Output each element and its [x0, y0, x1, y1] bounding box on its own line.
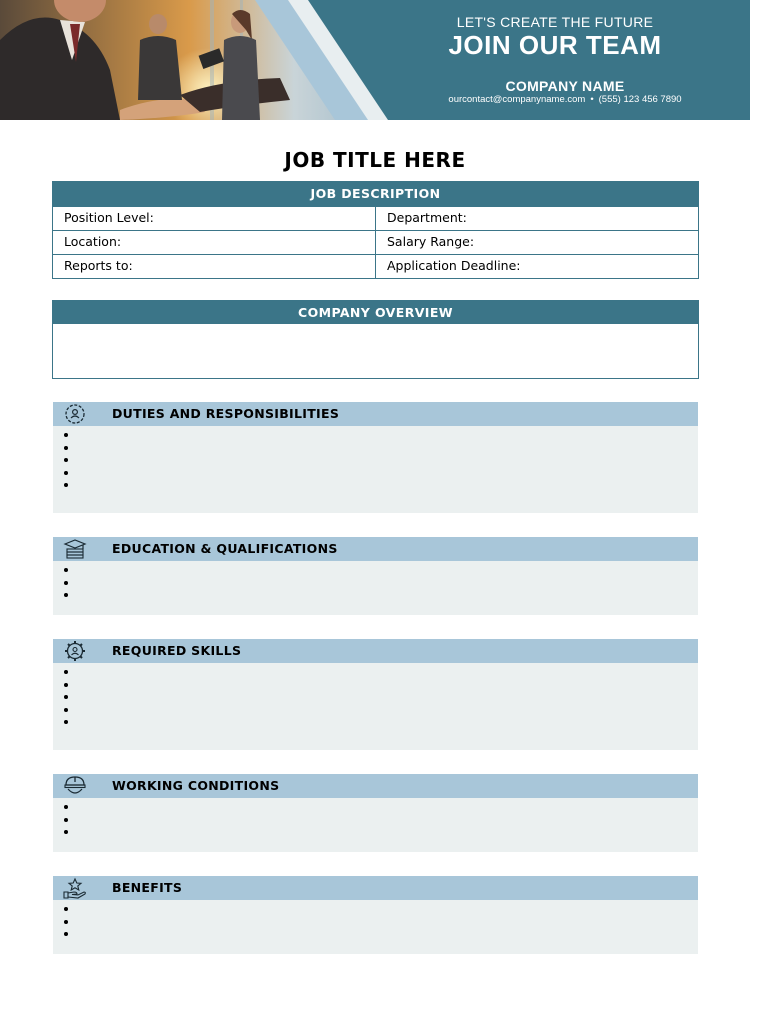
table-row	[53, 206, 698, 230]
hard-hat-icon	[63, 775, 87, 797]
position-level-cell[interactable]: Position Level:	[64, 210, 154, 225]
list-item[interactable]	[53, 564, 698, 577]
section-title: DUTIES AND RESPONSIBILITIES	[112, 406, 340, 421]
application-deadline-cell[interactable]: Application Deadline:	[375, 255, 698, 278]
bullet-list[interactable]	[53, 663, 698, 729]
salary-range-cell[interactable]: Salary Range:	[375, 231, 698, 254]
contact-phone: (555) 123 456 7890	[598, 94, 682, 105]
list-item[interactable]	[53, 928, 698, 941]
job-title: JOB TITLE HERE	[284, 148, 466, 172]
job-description-table	[52, 181, 699, 279]
section-title: EDUCATION & QUALIFICATIONS	[112, 541, 338, 556]
gear-person-icon	[63, 640, 87, 662]
list-item[interactable]	[53, 801, 698, 814]
bullet-list[interactable]	[53, 561, 698, 602]
section-header	[53, 639, 698, 663]
list-item[interactable]	[53, 589, 698, 602]
section-title: BENEFITS	[112, 880, 183, 895]
table-row	[53, 254, 698, 278]
reports-to-cell[interactable]: Reports to:	[64, 258, 133, 273]
list-item[interactable]	[53, 716, 698, 729]
section-title: WORKING CONDITIONS	[112, 778, 280, 793]
department-cell[interactable]: Department:	[375, 207, 698, 230]
list-item[interactable]	[53, 577, 698, 590]
list-item[interactable]	[53, 679, 698, 692]
list-item[interactable]	[53, 903, 698, 916]
list-item[interactable]	[53, 916, 698, 929]
header-banner	[0, 0, 750, 120]
graduation-books-icon	[63, 538, 87, 560]
person-gear-icon	[63, 403, 87, 425]
contact-email: ourcontact@companyname.com	[448, 94, 586, 105]
bullet-list[interactable]	[53, 798, 698, 839]
list-item[interactable]	[53, 479, 698, 492]
contact-info	[420, 94, 710, 105]
list-item[interactable]	[53, 467, 698, 480]
skills-section	[53, 639, 698, 750]
benefits-section	[53, 876, 698, 954]
headline: JOIN OUR TEAM	[448, 30, 662, 60]
list-item[interactable]	[53, 826, 698, 839]
header-text	[420, 0, 750, 120]
list-item[interactable]	[53, 814, 698, 827]
section-header	[53, 876, 698, 900]
education-section	[53, 537, 698, 615]
company-overview-box	[52, 300, 699, 379]
list-item[interactable]	[53, 704, 698, 717]
list-item[interactable]	[53, 429, 698, 442]
team-photo	[0, 0, 420, 120]
working-conditions-section	[53, 774, 698, 852]
duties-section	[53, 402, 698, 513]
tagline: LET'S CREATE THE FUTURE	[456, 14, 654, 30]
company-overview-heading: COMPANY OVERVIEW	[53, 301, 698, 324]
location-cell[interactable]: Location:	[64, 234, 122, 249]
list-item[interactable]	[53, 454, 698, 467]
company-name: COMPANY NAME	[505, 78, 625, 94]
job-description-heading: JOB DESCRIPTION	[53, 182, 698, 206]
section-header	[53, 537, 698, 561]
hand-star-icon	[63, 877, 87, 899]
list-item[interactable]	[53, 691, 698, 704]
section-title: REQUIRED SKILLS	[112, 643, 242, 658]
section-header	[53, 774, 698, 798]
company-overview-body[interactable]	[53, 324, 698, 378]
bullet-list[interactable]	[53, 900, 698, 941]
section-header	[53, 402, 698, 426]
list-item[interactable]	[53, 666, 698, 679]
bullet-list[interactable]	[53, 426, 698, 492]
table-row	[53, 230, 698, 254]
list-item[interactable]	[53, 442, 698, 455]
bullet-separator: •	[590, 94, 594, 105]
